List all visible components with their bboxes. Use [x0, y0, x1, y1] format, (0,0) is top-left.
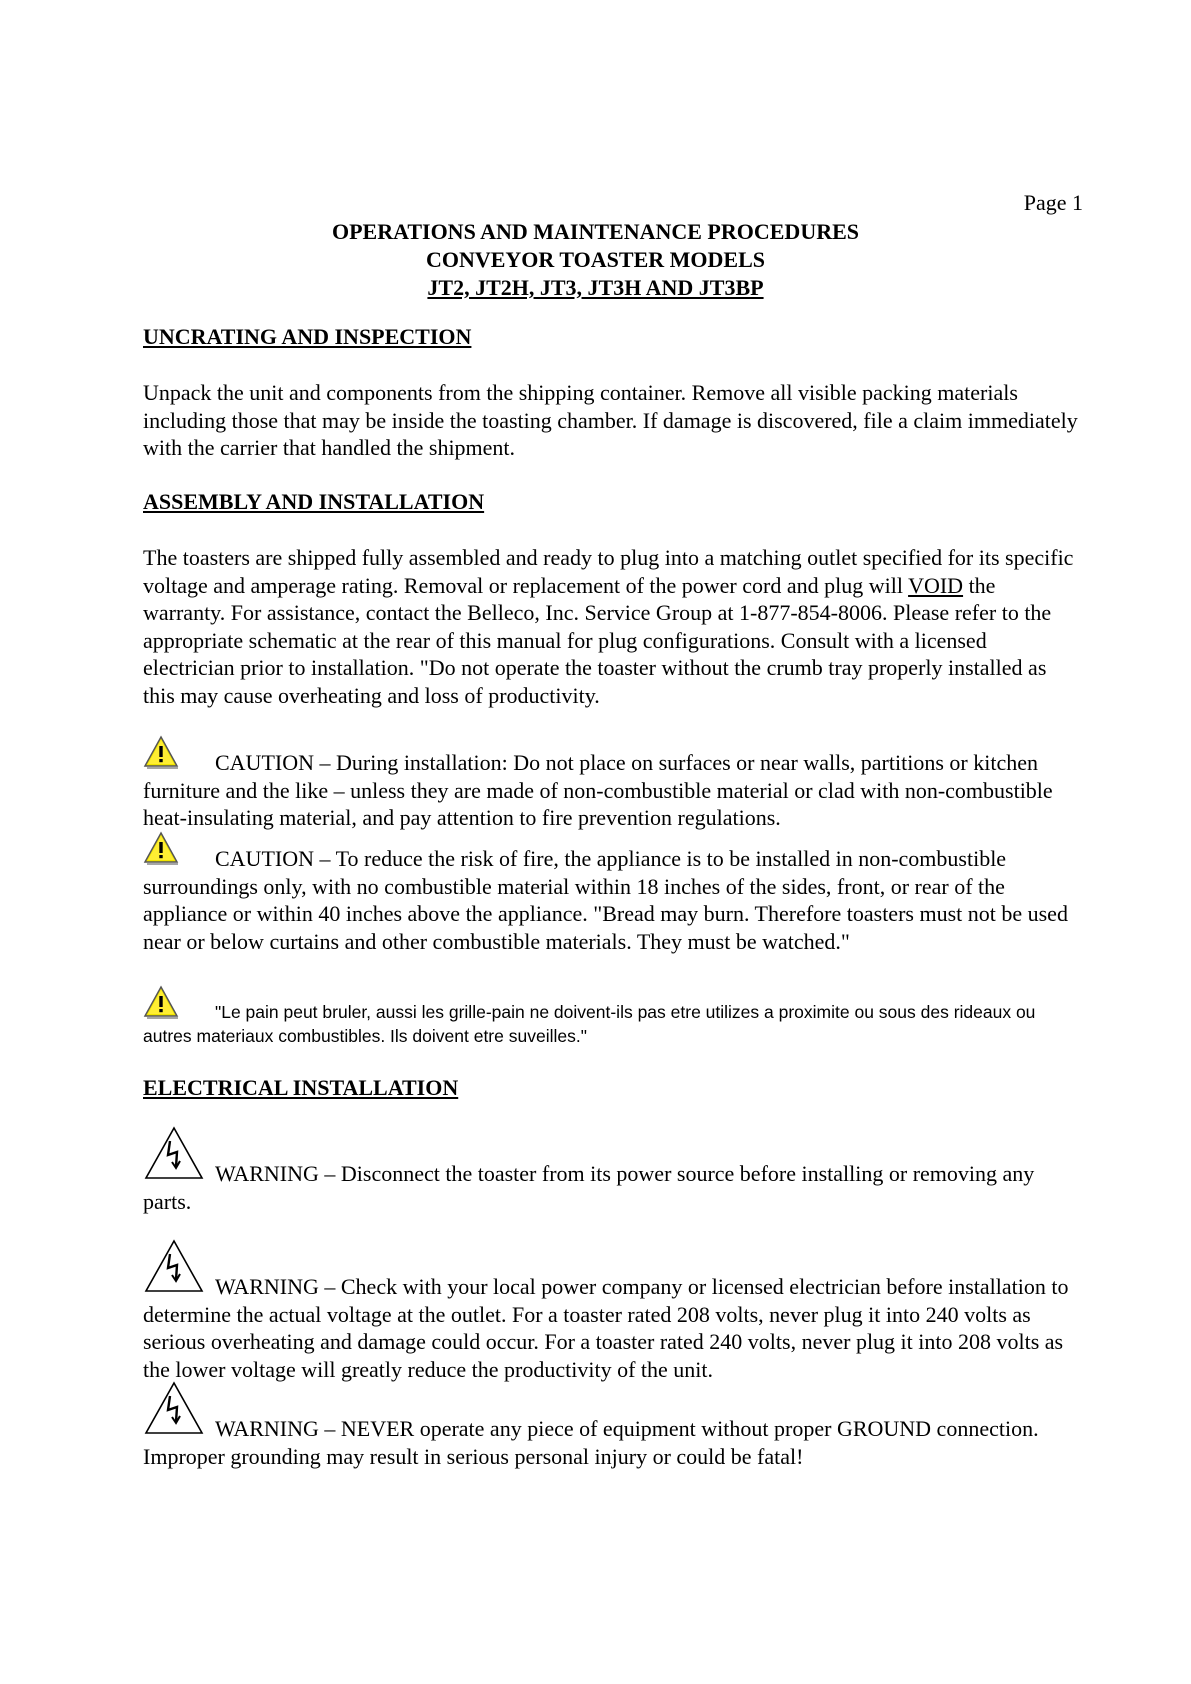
caution-paragraph-3: [143, 1000, 1083, 1048]
document-title: [0, 218, 1191, 302]
page-number: Page 1: [1023, 190, 1083, 215]
caution-paragraph-2: [143, 845, 1083, 955]
warning-text-1: WARNING – Disconnect the toaster from its power source before installing or removing any parts.: [143, 1161, 1035, 1214]
caution-text-3: "Le pain peut bruler, aussi les grille-pain ne doivent-ils pas etre utilizes a proximite ou sous des rideaux ou autres materiaux combustibles. Ils doivent etre suveilles.": [143, 1002, 1036, 1046]
caution-text-2: CAUTION – To reduce the risk of fire, the appliance is to be installed in non-combustible surroundings only, with no combustible material within 18 inches of the sides, front, or rear of the appliance or within 40 inches above the appliance. "Bread may burn. Therefore toasters must not be used near or below curtains and other combustible materials. They must be watched.": [143, 846, 1068, 954]
warning-paragraph-3: [143, 1415, 1083, 1470]
void-text: VOID: [908, 572, 964, 598]
heading-electrical: ELECTRICAL INSTALLATION: [143, 1075, 459, 1100]
warning-paragraph-2: [143, 1273, 1083, 1383]
paragraph-assembly: [143, 544, 1083, 709]
heading-assembly: ASSEMBLY AND INSTALLATION: [143, 489, 485, 514]
caution-text-1: CAUTION – During installation: Do not place on surfaces or near walls, partitions or kitchen furniture and the like – unless they are made of non-combustible material or clad with non-combustible heat-insulating material, and pay attention to fire prevention regulations.: [143, 750, 1053, 830]
heading-uncrating: UNCRATING AND INSPECTION: [143, 324, 472, 349]
caution-paragraph-1: [143, 749, 1083, 832]
title-line-3: JT2, JT2H, JT3, JT3H AND JT3BP: [427, 275, 764, 300]
paragraph-uncrating: Unpack the unit and components from the shipping container. Remove all visible packing materials including those that may be inside the toasting chamber. If damage is discovered, file a claim immediately with the carrier that handled the shipment.: [143, 380, 1078, 460]
warning-paragraph-1: [143, 1160, 1083, 1215]
assembly-text-part-1: The toasters are shipped fully assembled and ready to plug into a matching outlet specified for its specific voltage and amperage rating. Removal or replacement of the power cord and plug will: [143, 545, 1074, 598]
warning-text-3: WARNING – NEVER operate any piece of equipment without proper GROUND connection. Improper grounding may result in serious personal injury or could be fatal!: [143, 1416, 1039, 1469]
title-line-1: OPERATIONS AND MAINTENANCE PROCEDURES: [331, 219, 860, 244]
warning-text-2: WARNING – Check with your local power company or licensed electrician before installation to determine the actual voltage at the outlet. For a toaster rated 208 volts, never plug it into 240 volts as serious overheating and damage could occur. For a toaster rated 240 volts, never plug it into 208 volts as the lower voltage will greatly reduce the productivity of the unit.: [143, 1274, 1069, 1382]
title-line-2: CONVEYOR TOASTER MODELS: [425, 247, 766, 272]
assembly-text-part-2: the warranty. For assistance, contact the Belleco, Inc. Service Group at 1-877-854-8006. Please refer to the appropriate schematic at the rear of this manual for plug configurations. Consult with a licensed electrician prior to installation. "Do not operate the toaster without the crumb tray properly installed as this may cause overheating and loss of productivity.: [143, 572, 1052, 708]
